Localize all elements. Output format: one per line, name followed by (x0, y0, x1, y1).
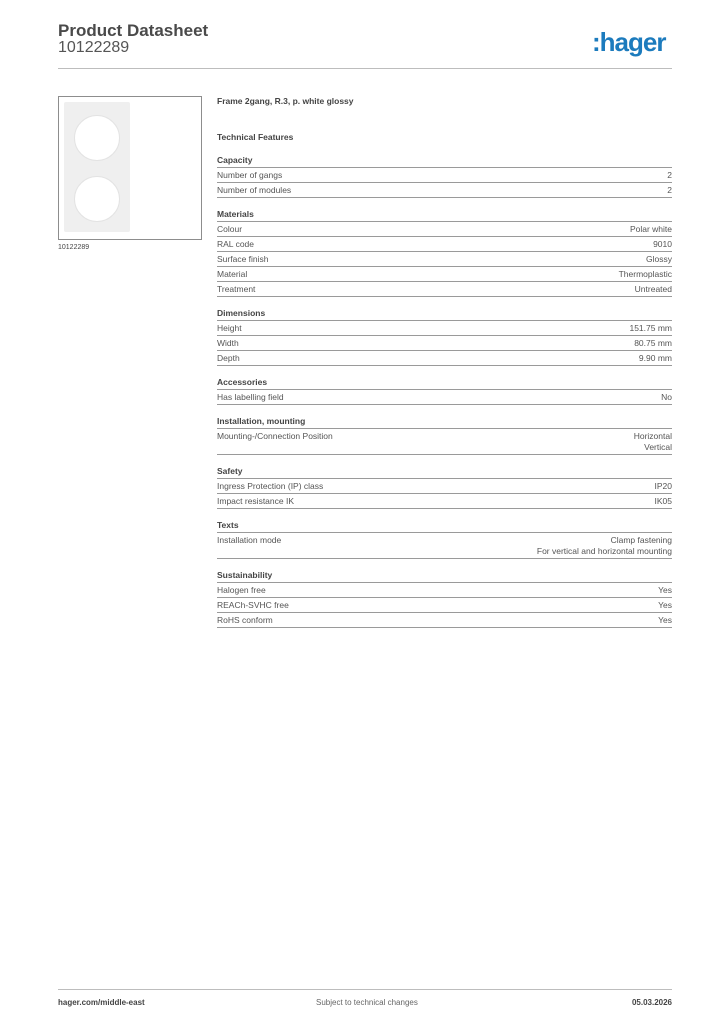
feature-value (634, 338, 672, 349)
feature-row (217, 494, 672, 509)
feature-value-line: Yes (658, 615, 672, 625)
feature-value (537, 535, 672, 557)
feature-value-line: 2 (667, 170, 672, 180)
feature-row (217, 237, 672, 252)
frame-opening-bottom (74, 176, 120, 222)
feature-label: Surface finish (217, 254, 269, 264)
feature-label: Has labelling field (217, 392, 284, 402)
feature-value-line: Clamp fastening (610, 535, 672, 545)
feature-label: Number of modules (217, 185, 292, 195)
feature-label: Installation mode (217, 535, 282, 545)
technical-features-heading: Technical Features (217, 132, 294, 142)
feature-row (217, 252, 672, 267)
feature-label: RoHS conform (217, 615, 273, 625)
section-title: Dimensions (217, 307, 672, 321)
section-title: Accessories (217, 376, 672, 390)
product-code: 10122289 (58, 39, 130, 56)
feature-value (658, 585, 672, 596)
feature-label: Ingress Protection (IP) class (217, 481, 324, 491)
technical-content (217, 96, 672, 638)
feature-value-line: 9010 (653, 239, 672, 249)
feature-value-line: For vertical and horizontal mounting (536, 546, 672, 556)
feature-value (619, 269, 672, 280)
feature-row (217, 336, 672, 351)
footer-notice: Subject to technical changes (316, 998, 418, 1007)
feature-value (646, 254, 672, 265)
section-sustainability (217, 569, 672, 628)
product-name: Frame 2gang, R.3, p. white glossy (217, 96, 354, 106)
header-divider (58, 68, 672, 69)
feature-label: Depth (217, 353, 240, 363)
feature-value (655, 481, 673, 492)
section-texts (217, 519, 672, 559)
feature-label: Material (217, 269, 248, 279)
feature-row (217, 598, 672, 613)
section-title: Sustainability (217, 569, 672, 583)
frame-opening-top (74, 115, 120, 161)
feature-value-line: Yes (658, 600, 672, 610)
feature-value-line: IK05 (654, 496, 672, 506)
hager-logo: :hager (592, 27, 666, 57)
feature-label: Impact resistance IK (217, 496, 295, 506)
feature-value (661, 392, 672, 403)
feature-value (667, 185, 672, 196)
feature-row (217, 351, 672, 366)
feature-label: Width (217, 338, 239, 348)
feature-row (217, 282, 672, 297)
product-image-caption: 10122289 (58, 244, 90, 251)
section-capacity (217, 154, 672, 198)
feature-label: Mounting-/Connection Position (217, 431, 333, 441)
feature-label: RAL code (217, 239, 255, 249)
feature-value (639, 353, 672, 364)
feature-sections (217, 154, 672, 628)
feature-label: Colour (217, 224, 243, 234)
feature-value (634, 431, 672, 453)
feature-row (217, 613, 672, 628)
feature-row (217, 168, 672, 183)
feature-value-line: 151.75 mm (629, 323, 672, 333)
feature-value-line: Glossy (646, 254, 672, 264)
feature-value-line: Vertical (644, 442, 672, 452)
feature-row (217, 390, 672, 405)
feature-value (658, 600, 672, 611)
feature-value-line: 2 (667, 185, 672, 195)
feature-value-line: IP20 (654, 481, 672, 491)
feature-value (658, 615, 672, 626)
feature-row (217, 583, 672, 598)
feature-value (653, 239, 672, 250)
section-title: Texts (217, 519, 672, 533)
page-title: Product Datasheet (58, 21, 209, 40)
feature-row (217, 479, 672, 494)
section-title: Capacity (217, 154, 672, 168)
feature-label: Height (217, 323, 242, 333)
feature-value-line: No (661, 392, 672, 402)
feature-value (630, 224, 672, 235)
feature-label: REACh-SVHC free (217, 600, 289, 610)
footer-website: hager.com/middle-east (58, 998, 145, 1007)
feature-value-line: Untreated (634, 284, 672, 294)
feature-value-line: Yes (658, 585, 672, 595)
feature-value-line: Horizontal (633, 431, 672, 441)
section-materials (217, 208, 672, 297)
feature-label: Halogen free (217, 585, 266, 595)
feature-row (217, 321, 672, 336)
frame-2gang-illustration (64, 102, 130, 232)
feature-value (667, 170, 672, 181)
feature-value-line: Thermoplastic (618, 269, 672, 279)
feature-value-line: 9.90 mm (638, 353, 672, 363)
footer-divider (58, 989, 672, 990)
section-title: Installation, mounting (217, 415, 672, 429)
feature-value (635, 284, 672, 295)
feature-label: Treatment (217, 284, 256, 294)
footer-date: 05.03.2026 (631, 998, 672, 1007)
product-image (58, 96, 202, 240)
feature-value (655, 496, 673, 507)
feature-row (217, 183, 672, 198)
section-installation-mounting (217, 415, 672, 455)
feature-value (629, 323, 672, 334)
section-title: Safety (217, 465, 672, 479)
section-safety (217, 465, 672, 509)
feature-row (217, 533, 672, 559)
feature-value-line: 80.75 mm (634, 338, 672, 348)
feature-label: Number of gangs (217, 170, 283, 180)
section-accessories (217, 376, 672, 405)
feature-row (217, 222, 672, 237)
section-title: Materials (217, 208, 672, 222)
feature-value-line: Polar white (629, 224, 672, 234)
section-dimensions (217, 307, 672, 366)
feature-row (217, 267, 672, 282)
feature-row (217, 429, 672, 455)
